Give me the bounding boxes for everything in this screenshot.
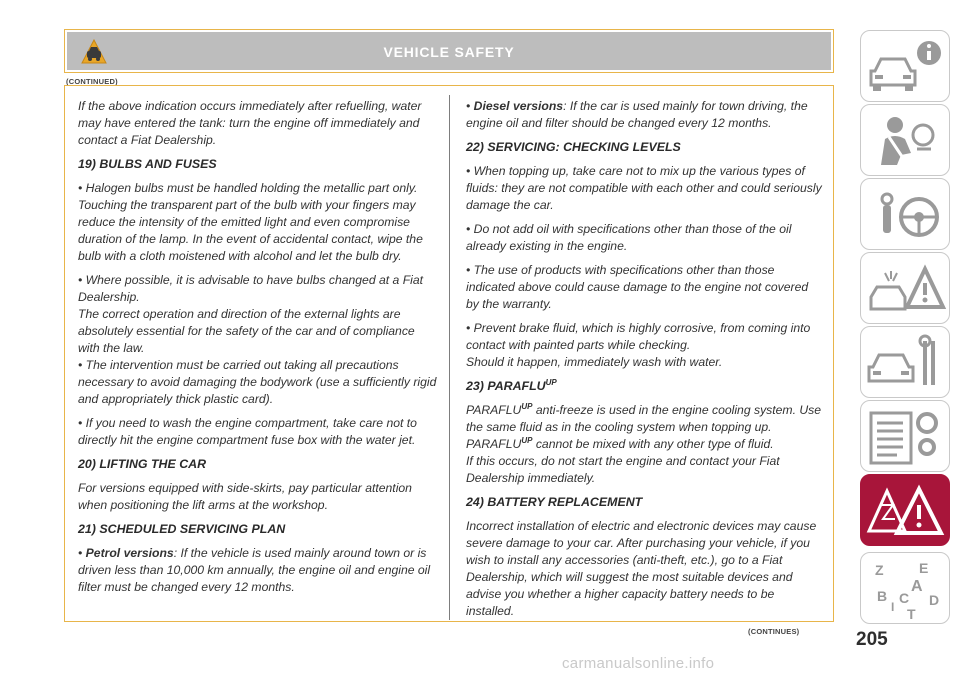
paraflu-text: cannot be mixed with any other type of fluid. [532, 437, 774, 451]
bulbs-paragraph: • Halogen bulbs must be handled holding the metallic part only. Touching the transparent part of the bulb with your fingers may reduce the intensity of the emitted light and even compromise duration of the lamp. In the event of accidental contact, wipe the bulb with a cloth moistened with alcohol and let the bulb dry. [78, 181, 423, 263]
heading-paraflu-text: 23) PARAFLU [466, 379, 546, 393]
index-letter: D [929, 592, 940, 608]
petrol-label: Petrol versions [85, 546, 174, 560]
bulbs-paragraph: The correct operation and direction of the external lights are absolutely essential for the safety of the car and of compliance with the law. [78, 307, 415, 355]
heading-paraflu [466, 378, 824, 395]
diesel-label: Diesel versions [473, 99, 564, 113]
levels-paragraph: • The use of products with specifications other than those indicated above could cause damage to the engine not covered by the warranty. [466, 263, 809, 311]
heading-lifting-car: 20) LIFTING THE CAR [78, 457, 207, 471]
bulbs-paragraph: • If you need to wash the engine compartment, take care not to directly hit the engine compartment fuse box with the water jet. [78, 416, 417, 447]
seatbelt-airbag-icon [861, 105, 950, 176]
right-column [466, 98, 824, 627]
index-letter: I [891, 600, 895, 614]
levels-paragraph: Should it happen, immediately wash with water. [466, 355, 723, 369]
index-letter: Z [875, 562, 884, 578]
index-letter: T [907, 606, 916, 622]
tab-in-an-emergency[interactable] [860, 252, 950, 324]
index-letter: A [911, 578, 923, 595]
tab-safety[interactable] [860, 104, 950, 176]
petrol-paragraph [78, 545, 438, 596]
tab-technical-specifications[interactable] [860, 400, 950, 472]
tab-index[interactable] [860, 552, 950, 624]
paraflu-paragraph [466, 402, 824, 436]
intro-paragraph: If the above indication occurs immediately after refuelling, water may have entered the tank: turn the engine off immediately and contact a Fiat Dealership. [78, 99, 422, 147]
paraflu-text: anti-freeze is used in the engine cooling system. Use the same fluid as in the cooling system when topping up. [466, 403, 822, 434]
lifting-paragraph: For versions equipped with side-skirts, pay particular attention when positioning the lift arms at the workshop. [78, 481, 412, 512]
column-divider [449, 95, 450, 620]
left-column [78, 98, 438, 603]
heading-bulbs-fuses: 19) BULBS AND FUSES [78, 157, 217, 171]
bulbs-paragraph: • The intervention must be carried out taking all precautions necessary to avoid damaging the bodywork (use a sufficiently rigid and appropriately thick plastic card). [78, 358, 437, 406]
heading-battery-replacement: 24) BATTERY REPLACEMENT [466, 495, 643, 509]
index-letter: C [899, 590, 910, 606]
tab-starting-driving[interactable] [860, 178, 950, 250]
continues-label: (CONTINUES) [748, 627, 800, 636]
car-info-icon [861, 31, 950, 102]
bulbs-paragraph: • Where possible, it is advisable to have bulbs changed at a Fiat Dealership. [78, 273, 424, 304]
diesel-paragraph [466, 98, 824, 132]
diesel-text: : If the car is used mainly for town driving, the engine oil and filter should be changed every 12 months. [466, 99, 808, 130]
bullet: • [466, 99, 474, 113]
levels-paragraph: • Do not add oil with specifications other than those of the oil already existing in the engine. [466, 222, 792, 253]
paraflu-word: PARAFLU [466, 403, 522, 417]
section-title: VEHICLE SAFETY [383, 44, 515, 60]
alphabetical-index-icon [861, 553, 950, 624]
tab-knowing-your-car[interactable] [860, 30, 950, 102]
continued-label: (CONTINUED) [66, 77, 118, 86]
battery-paragraph: Incorrect installation of electric and electronic devices may cause severe damage to your car. After purchasing your vehicle, if you wish to install any accessories (anti-theft, etc.), go to a Fiat Dealership, which will suggest the most suitable devices and advise you whether a higher capacity battery needs to be installed. [466, 519, 817, 618]
paraflu-sup: UP [521, 401, 533, 411]
car-tools-icon [861, 327, 950, 398]
specifications-gear-icon [861, 401, 950, 472]
levels-paragraph: • When topping up, take care not to mix up the various types of fluids: they are not compatible with each other and could seriously damage the car. [466, 164, 822, 212]
tab-servicing-care[interactable] [860, 326, 950, 398]
bullet: • [78, 546, 86, 560]
paraflu-sup: UP [521, 435, 533, 445]
paraflu-paragraph [466, 436, 824, 453]
heading-scheduled-servicing: 21) SCHEDULED SERVICING PLAN [78, 522, 286, 536]
paraflu-paragraph: If this occurs, do not start the engine and contact your Fiat Dealership immediately. [466, 454, 780, 485]
watermark: carmanualsonline.info [562, 655, 715, 672]
tab-vehicle-safety[interactable] [860, 474, 950, 546]
section-header [64, 29, 834, 73]
key-steering-wheel-icon [861, 179, 950, 250]
levels-paragraph: • Prevent brake fluid, which is highly corrosive, from coming into contact with painted parts while checking. [466, 321, 811, 352]
heading-checking-levels: 22) SERVICING: CHECKING LEVELS [466, 140, 681, 154]
vehicle-safety-warning-icon [861, 475, 950, 546]
car-warning-triangle-icon [861, 253, 950, 324]
paraflu-word: PARAFLU [466, 437, 522, 451]
heading-paraflu-sup: UP [545, 377, 557, 387]
index-letter: E [919, 560, 929, 576]
page-number: 205 [856, 629, 888, 650]
petrol-text: : If the vehicle is used mainly around town or is driven less than 10,000 km annually, the engine oil and engine oil filter must be changed every 12 months. [78, 546, 431, 594]
section-header-bar [67, 32, 831, 70]
index-letter: B [877, 588, 888, 604]
